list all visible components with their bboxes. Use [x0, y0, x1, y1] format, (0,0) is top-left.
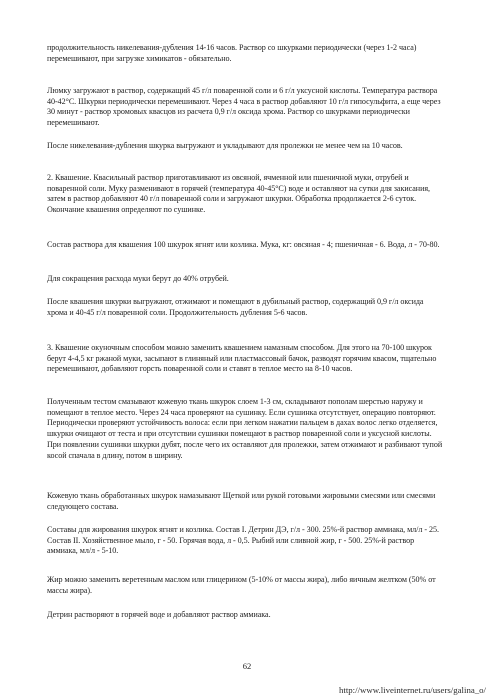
paragraph-8: 3. Квашение окуночным способом можно заменить квашением намазным способом. Для этого на 70-100 шкурок берут 4-4,5 кг ржаной муки, засыпают в глиняный или пластмассовый бачок, разводят горячим квасом, тщательно перемешивают, добавляют горсть поваренной соли и ставят в теплое место на 8-10 часов. [47, 343, 437, 374]
paragraph-2: Люмку загружают в раствор, содержащий 45 г/л поваренной соли и 6 г/л уксусной кислоты. Температура раствора 40-42°С. Шкурки периодически перемешивают. Через 4 часа в раствор добавляют 10 г/л гипосульфита, а еще через 30 минут - раствор хромовых квасцов из расчета 0,9 г/л оксида хрома. Раствор со шкурками периодически перемешивают. [47, 86, 441, 128]
paragraph-3: После никелевания-дубления шкурка выгружают и укладывают для пролежки не менее чем на 10 часов. [47, 141, 403, 150]
paragraph-5: Состав раствора для квашения 100 шкурок ягнят или козлика. Мука, кг: овсяная - 4; пшеничная - 6. Вода, л - 70-80. [47, 240, 440, 249]
paragraph-4: 2. Квашение. Квасильный раствор приготавливают из овсяной, ячменной или пшеничной муки, отрубей и поваренной соли. Муку разменивают в горячей (температура 40-45°С) воде и оставляют на сутки для закисания, затем в раствор добавляют 40 г/л поваренной соли и загружают шкурки. Обработка продолжается 2-6 суток. Окончание квашения определяют по сушинке. [47, 173, 431, 215]
footer-url-link[interactable]: http://www.liveinternet.ru/users/galina_o/ [339, 685, 486, 695]
paragraph-10: Кожевую ткань обработанных шкурок намазывают Щеткой или рукой готовыми жировыми смесями или смесями следующего состава. [47, 491, 436, 511]
paragraph-12: Жир можно заменить веретенным маслом или глицерином (5-10% от массы жира), либо яичным желтком (50% от массы жира). [47, 575, 436, 595]
paragraph-13: Детрин растворяют в горячей воде и добавляют раствор аммиака. [47, 610, 271, 619]
paragraph-7: После квашения шкурки выгружают, отжимают и помещают в дубильный раствор, содержащий 0,9 г/л оксида хрома и 40-45 г/л поваренной соли. Продолжительность дубления 5-6 часов. [47, 297, 424, 317]
paragraph-9: Полученным тестом смазывают кожевую ткань шкурок слоем 1-3 см, складывают пополам шерстью наружу и помещают в теплое место. Через 24 часа проверяют на сушинку. Если сушинка отсутствует, операцию повторяют. Периодически проверяют устойчивость волоса: если при легком нажатии пальцем в дахах волос легко отделяется, шкурки очищают от теста и при отсутствии сушинки помещают в раствор поваренной соли и уксусной кислоты. При появлении сушинки шкурки дубят, после чего их оставляют для пролежки, затем отжимают и разбивают тупой косой спачала в длину, потом в ширину. [47, 397, 443, 460]
paragraph-6: Для сокращения расхода муки берут до 40% отрубей. [47, 274, 229, 283]
page-number: 62 [242, 661, 252, 671]
paragraph-1: продолжительность никелевания-дубления 14-16 часов. Раствор со шкурками периодически (через 1-2 часа) перемешивают, при загрузке химикатов - обязательно. [47, 43, 417, 63]
paragraph-11: Составы для жирования шкурок ягнят и козлика. Состав I. Детрин ДЭ, г/л - 300. 25%-й раствор аммиака, мл/л - 25. Состав II. Хозяйственное мыло, г - 50. Горячая вода, л - 0,5. Рыбий или сливной жир, г - 500. 25%-й раствор аммиака, мл/л - 5-10. [47, 525, 439, 556]
